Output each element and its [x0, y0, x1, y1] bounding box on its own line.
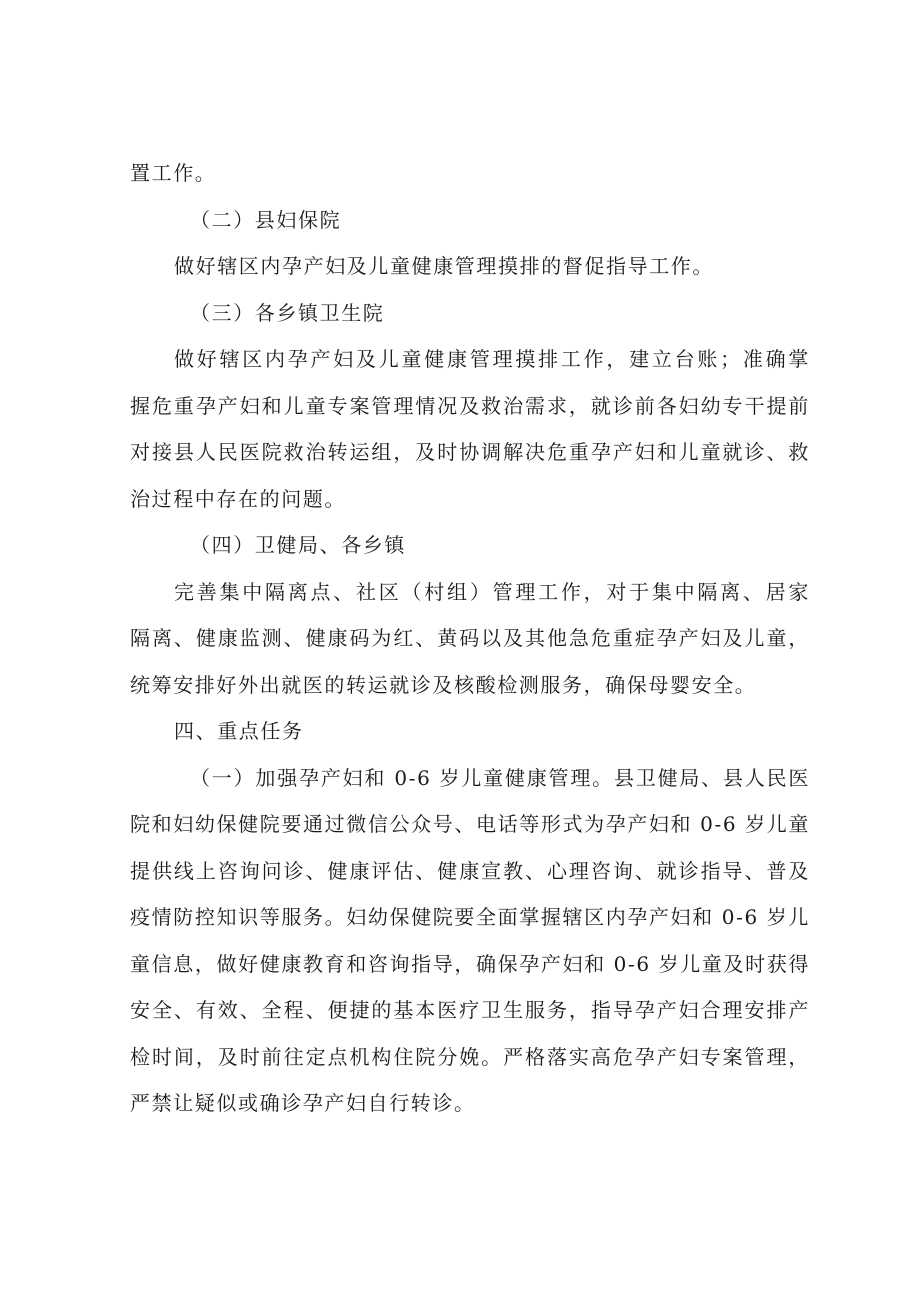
paragraph-line: 院和妇幼保健院要通过微信公众号、电话等形式为孕产妇和 0-6 岁儿童: [130, 812, 810, 836]
paragraph-line: （一）加强孕产妇和 0-6 岁儿童健康管理。县卫健局、县人民医: [190, 765, 810, 790]
document-body: [130, 150, 810, 1127]
paragraph-line: 严禁让疑似或确诊孕产妇自行转诊。: [130, 1091, 476, 1115]
paragraph-line: 做好辖区内孕产妇及儿童健康管理摸排的督促指导工作。: [174, 254, 714, 278]
paragraph-line: 隔离、健康监测、健康码为红、黄码以及其他急危重症孕产妇及儿童，: [130, 626, 810, 650]
paragraph-line: 完善集中隔离点、社区（村组）管理工作，对于集中隔离、居家: [174, 579, 810, 604]
paragraph-line: 提供线上咨询问诊、健康评估、健康宣教、心理咨询、就诊指导、普及: [130, 858, 810, 883]
section-heading: （三）各乡镇卫生院: [190, 300, 385, 325]
paragraph-line: 疫情防控知识等服务。妇幼保健院要全面掌握辖区内孕产妇和 0-6 岁儿: [130, 905, 810, 929]
paragraph-line: 童信息，做好健康教育和咨询指导，确保孕产妇和 0-6 岁儿童及时获得: [130, 951, 810, 976]
section-heading: （四）卫健局、各乡镇: [190, 533, 406, 557]
paragraph-line: 治过程中存在的问题。: [130, 486, 346, 511]
paragraph-line: 对接县人民医院救治转运组，及时协调解决危重孕产妇和儿童就诊、救: [130, 440, 810, 464]
section-heading: （二）县妇保院: [190, 207, 342, 232]
paragraph-line: 置工作。: [130, 161, 217, 185]
paragraph-line: 握危重孕产妇和儿童专案管理情况及救治需求，就诊前各妇幼专干提前: [130, 393, 810, 418]
paragraph-line: 统筹安排好外出就医的转运就诊及核酸检测服务，确保母婴安全。: [130, 672, 757, 697]
paragraph-line: 检时间，及时前往定点机构住院分娩。严格落实高危孕产妇专案管理，: [130, 1044, 810, 1069]
paragraph-line: 做好辖区内孕产妇及儿童健康管理摸排工作，建立台账；准确掌: [174, 347, 810, 371]
chapter-heading: 四、重点任务: [174, 719, 304, 743]
paragraph-line: 安全、有效、全程、便捷的基本医疗卫生服务，指导孕产妇合理安排产: [130, 998, 810, 1022]
